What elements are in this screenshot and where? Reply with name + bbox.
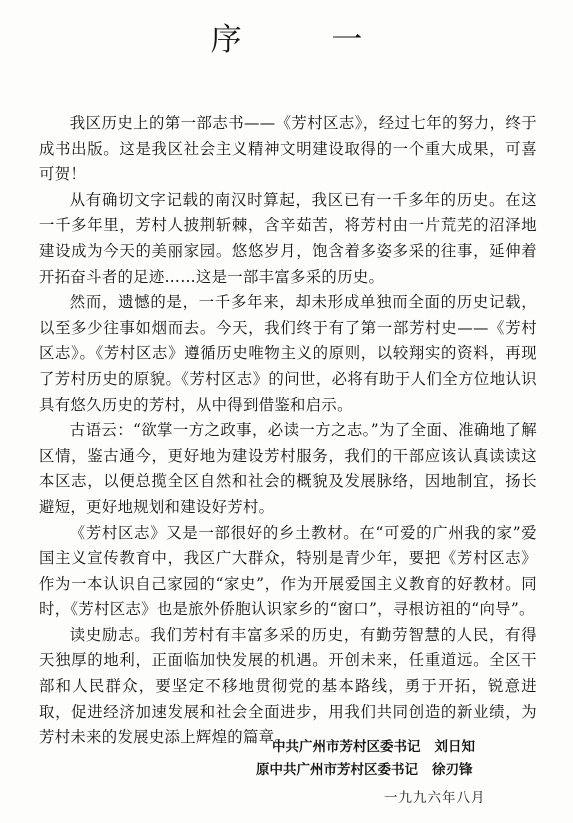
preface-body bbox=[39, 111, 537, 751]
paragraph-1: 我区历史上的第一部志书——《芳村区志》，经过七年的努力，终于成书出版。这是我区社会主义精神文明建设取得的一个重大成果，可喜可贺！ bbox=[39, 114, 537, 184]
signature-1 bbox=[272, 736, 475, 759]
page-title: 序 一 bbox=[210, 22, 403, 58]
signature-2-position: 原中共广州市芳村区委书记 bbox=[256, 762, 418, 778]
signature-1-position: 中共广州市芳村区委书记 bbox=[272, 739, 421, 755]
paragraph-5: 《芳村区志》又是一部很好的乡土教材。在“可爱的广州我的家”爱国主义宣传教育中，我区广大群众，特别是青少年，要把《芳村区志》作为一本认识自己家园的“家史”，作为开展爱国主义教育的好教材。同时，《芳村区志》也是旅外侨胞认识家乡的“窗口”，寻根访祖的“向导”。 bbox=[39, 523, 537, 619]
paragraph-3: 然而，遗憾的是，一千多年来，却未形成单独而全面的历史记载，以至多少往事如烟而去。今天，我们终于有了第一部芳村史——《芳村区志》。《芳村区志》遵循历史唯物主义的原则，以较翔实的资料，再现了芳村历史的原貌。《芳村区志》的问世，必将有助于人们全方位地认识具有悠久历史的芳村，从中得到借鉴和启示。 bbox=[39, 293, 537, 414]
paragraph-2: 从有确切文字记载的南汉时算起，我区已有一千多年的历史。在这一千多年里，芳村人披荆斩棘，含辛茹苦，将芳村由一片荒芜的沼泽地建设成为今天的美丽家园。悠悠岁月，饱含着多姿多采的往事，延伸着开拓奋斗者的足迹……这是一部丰富多采的历史。 bbox=[39, 190, 537, 286]
signature-2 bbox=[256, 759, 473, 782]
signature-date: 一九九六年八月 bbox=[384, 790, 486, 806]
paragraph-6: 读史励志。我们芳村有丰富多采的历史，有勤劳智慧的人民，有得天独厚的地利，正面临加快发展的机遇。开创未来，任重道远。全区干部和人民群众，要坚定不移地贯彻党的基本路线，勇于开拓，锐意进取，促进经济加速发展和社会全面进步，用我们共同创造的新业绩，为芳村未来的发展史添上辉煌的篇章。 bbox=[39, 625, 537, 747]
signature-1-name: 刘日知 bbox=[434, 739, 475, 755]
signature-2-name: 徐刃锋 bbox=[432, 762, 473, 778]
paragraph-4: 古语云：“欲掌一方之政事，必读一方之志。”为了全面、准确地了解区情，鉴古通今，更好地为建设芳村服务，我们的干部应该认真读读这本区志，以便总揽全区自然和社会的概貌及发展脉络，因地制宜，扬长避短，更好地规划和建设好芳村。 bbox=[39, 421, 537, 516]
